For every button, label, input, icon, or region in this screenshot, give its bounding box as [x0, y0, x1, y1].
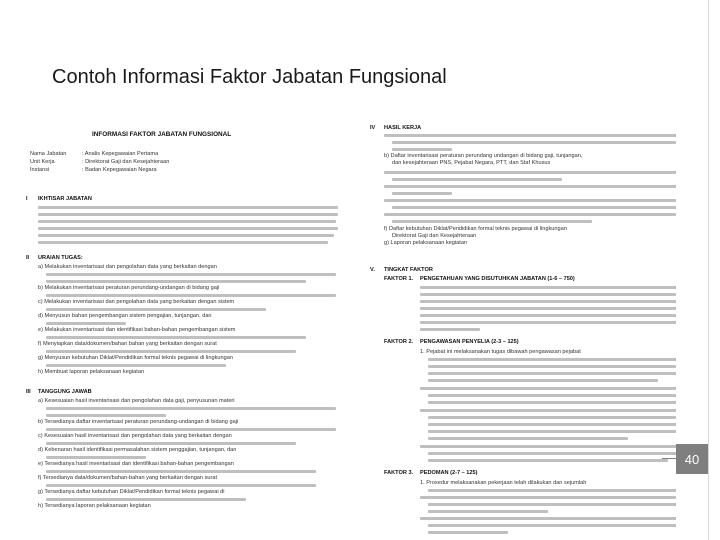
text-line: [428, 489, 676, 492]
result-b-cont: dan kesejahteraan PNS, Pejabat Negara, PTT, dan Staf Khusus: [392, 160, 551, 166]
resp-g: g) Tersedianya daftar kebutuhan Diklat/Pendidikan formal teknis pegawai di: [38, 489, 225, 495]
text-line: [420, 445, 676, 448]
text-line: [420, 307, 676, 310]
text-line: [428, 401, 676, 404]
task-f: f) Menyiapkan data/dokumen/bahan bahan yang berkaitan dengan surat: [38, 341, 217, 347]
factor-3-label: FAKTOR 3.: [384, 470, 414, 476]
text-line: [428, 358, 676, 361]
text-line: [384, 213, 676, 216]
text-line: [46, 407, 336, 410]
meta-label-jabatan: Nama Jabatan: [30, 151, 67, 157]
text-line: [38, 213, 338, 216]
text-line: [428, 437, 628, 440]
text-line: [420, 314, 676, 317]
resp-d: d) Kebenaran hasil identifikasi permasalahan sistem penggajian, tunjangan, dan: [38, 447, 237, 453]
factor-1-label: FAKTOR 1.: [384, 276, 414, 282]
section-4-title: HASIL KERJA: [384, 125, 422, 131]
meta-value-jabatan: : Analis Kepegawaian Pertama: [82, 151, 159, 157]
task-h: h) Membuat laporan pelaksanaan kegiatan: [38, 369, 145, 375]
section-1-title: IKHTISAR JABATAN: [38, 196, 92, 202]
factor-3-title: PEDOMAN (2-7 – 125): [420, 470, 478, 476]
factor-2-label: FAKTOR 2.: [384, 339, 414, 345]
text-line: [46, 428, 336, 431]
text-line: [428, 416, 676, 419]
factor-3-point-1: 1. Prosedur melaksanakan pekerjaan telah dilakukan dan sejumlah: [420, 480, 587, 486]
factor-1-title: PENGETAHUAN YANG DISUTUHKAN JABATAN (1-6 – 750): [420, 276, 575, 282]
text-line: [420, 387, 676, 390]
text-line: [384, 199, 676, 202]
text-line: [46, 456, 146, 459]
section-3-title: TANGGUNG JAWAB: [38, 389, 92, 395]
document-scan: [20, 118, 676, 540]
task-c: c) Melakukan inventarisasi dan pengolahan data yang berkaitan dengan sistem: [38, 299, 235, 305]
text-line: [428, 423, 676, 426]
text-line: [428, 372, 676, 375]
text-line: [420, 328, 480, 331]
text-line: [46, 273, 336, 276]
page-number-badge: 40: [676, 444, 708, 474]
resp-a: a) Kesesuaian hasil inventarisasi dan pengolahan data gaji, penyusunan materi: [38, 398, 235, 404]
result-f-cont: Direktorat Gaji dan Kesejahteraan: [392, 233, 477, 239]
page-number-connector: [662, 458, 676, 459]
text-line: [392, 206, 676, 209]
text-line: [46, 442, 296, 445]
text-line: [420, 409, 676, 412]
resp-e: e) Tersedianya hasil inventarisasi dan identifikasi bahan-bahan pengembangan: [38, 461, 234, 467]
text-line: [38, 220, 336, 223]
text-line: [428, 430, 676, 433]
text-line: [428, 379, 658, 382]
slide-right-border: [708, 0, 709, 540]
section-5-title: TINGKAT FAKTOR: [384, 267, 433, 273]
text-line: [428, 503, 676, 506]
task-g: g) Menyusun kebutuhan Diklat/Pendidikan formal teknis pegawai di lingkungan: [38, 355, 233, 361]
section-3-number: III: [26, 389, 31, 395]
resp-h: h) Tersedianya laporan pelaksanaan kegiatan: [38, 503, 151, 509]
section-4-number: IV: [370, 125, 376, 131]
text-line: [392, 220, 592, 223]
text-line: [428, 531, 508, 534]
text-line: [428, 365, 676, 368]
text-line: [46, 336, 306, 339]
text-line: [392, 148, 452, 151]
text-line: [46, 498, 246, 501]
meta-label-instansi: Instansi: [30, 167, 50, 173]
text-line: [46, 322, 126, 325]
text-line: [392, 192, 452, 195]
text-line: [46, 414, 166, 417]
text-line: [38, 206, 338, 209]
meta-value-instansi: : Badan Kepegawaian Negara: [82, 167, 157, 173]
text-line: [384, 134, 676, 137]
text-line: [38, 241, 328, 244]
text-line: [46, 484, 316, 487]
text-line: [46, 364, 226, 367]
text-line: [428, 452, 676, 455]
text-line: [46, 294, 336, 297]
slide-title: Contoh Informasi Faktor Jabatan Fungsional: [52, 66, 447, 88]
text-line: [428, 459, 668, 462]
text-line: [392, 178, 562, 181]
resp-f: f) Tersedianya data/dokumen/bahan-bahan yang berkaitan dengan surat: [38, 475, 218, 481]
section-2-number: II: [26, 255, 30, 261]
meta-value-unit: : Direktorat Gaji dan Kesejahteraan: [82, 159, 170, 165]
text-line: [420, 321, 676, 324]
text-line: [420, 286, 676, 289]
task-b: b) Melakukan inventarisasi peraturan perundang-undangan di bidang gaji: [38, 285, 220, 291]
resp-b: b) Tersedianya daftar inventarisasi peraturan perundang-undangan di bidang gaji: [38, 419, 239, 425]
task-a: a) Melakukan inventarisasi dan pengolahan data yang berkaitan dengan: [38, 264, 217, 270]
text-line: [420, 293, 676, 296]
resp-c: c) Kesesuaian hasil inventarisasi dan pengolahan data yang berkaitan dengan: [38, 433, 232, 439]
text-line: [420, 496, 676, 499]
section-5-number: V.: [370, 267, 375, 273]
factor-2-point-1: 1. Pejabat ini melaksanakan tugas dibawah pengawasan pejabat: [420, 349, 581, 355]
text-line: [420, 300, 676, 303]
result-f: f) Daftar kebutuhan Diklat/Pendidikan formal teknis pegawai di lingkungan: [384, 226, 567, 232]
factor-2-title: PENGAWASAN PENYELIA (2-3 – 125): [420, 339, 519, 345]
section-2-title: URAIAN TUGAS:: [38, 255, 83, 261]
meta-label-unit: Unit Kerja: [30, 159, 55, 165]
result-b: b) Daftar inventarisasi peraturan perundang undangan di bidang gaji, tunjangan,: [384, 153, 583, 159]
text-line: [392, 141, 676, 144]
text-line: [428, 394, 676, 397]
task-d: d) Menyusun bahan pengembangan sistem pengajian, tunjangan, dan: [38, 313, 212, 319]
task-e: e) Melakukan inventarisasi dan identifikasi bahan-bahan pengembangan sistem: [38, 327, 236, 333]
text-line: [384, 171, 676, 174]
text-line: [38, 227, 338, 230]
text-line: [46, 308, 266, 311]
text-line: [428, 510, 548, 513]
section-1-number: I: [26, 196, 28, 202]
text-line: [46, 470, 316, 473]
text-line: [384, 185, 676, 188]
text-line: [38, 234, 334, 237]
result-g: g) Laporan pelaksanaan kegiatan: [384, 240, 468, 246]
text-line: [428, 524, 676, 527]
document-heading: INFORMASI FAKTOR JABATAN FUNGSIONAL: [92, 131, 232, 138]
text-line: [420, 517, 676, 520]
text-line: [46, 350, 296, 353]
text-line: [46, 280, 306, 283]
